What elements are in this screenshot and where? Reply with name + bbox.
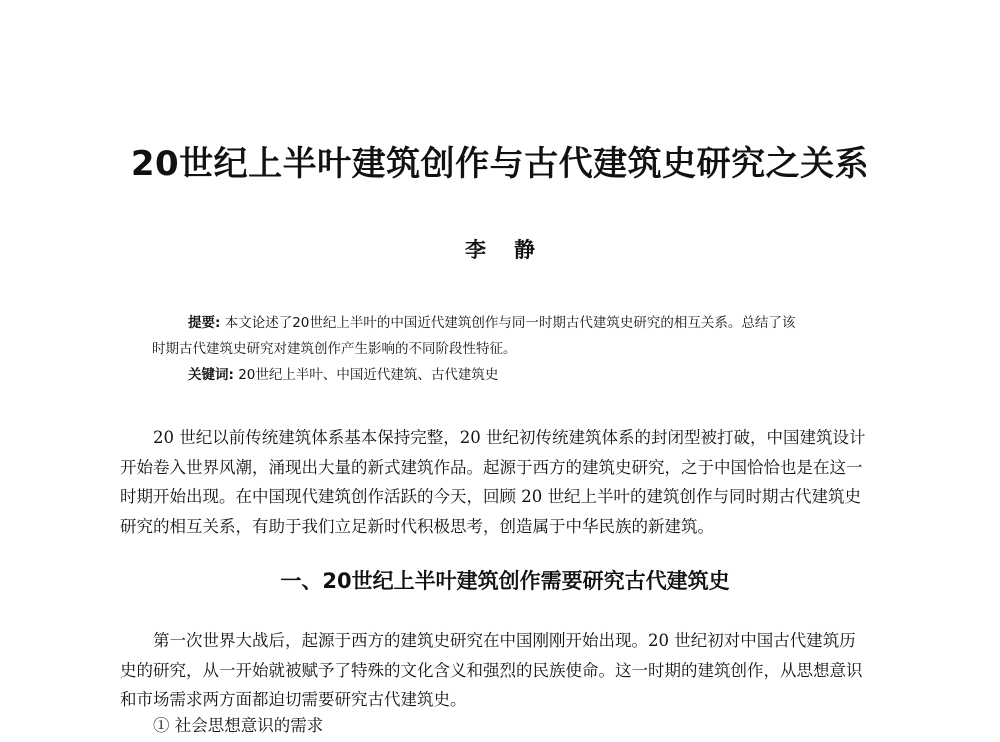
section-line-1: 第一次世界大战后，起源于西方的建筑史研究在中国刚刚开始出现。20 世纪初对中国古代建筑历 [153,631,856,650]
section-line-3: 和市场需求两方面都迫切需要研究古代建筑史。 [120,690,467,709]
author-family-name: 静 [514,238,535,262]
abstract-block [152,310,877,388]
abstract-line-1 [152,310,877,336]
keywords-text: 20世纪上半叶、中国近代建筑、古代建筑史 [238,367,499,383]
section-paragraph [120,626,912,715]
abstract-text-1: 本文论述了20世纪上半叶的中国近代建筑创作与同一时期古代建筑史研究的相互关系。总结了该 [224,315,796,331]
intro-line-3: 时期开始出现。在中国现代建筑创作活跃的今天，回顾 20 世纪上半叶的建筑创作与同时期古代建筑史 [120,487,861,506]
author-given-name: 李 [465,238,486,262]
subsection-item: ① 社会思想意识的需求 [153,716,324,735]
abstract-line-2 [152,336,877,362]
intro-line-2: 开始卷入世界风潮，涌现出大量的新式建筑作品。起源于西方的建筑史研究，之于中国恰恰也是在这一 [120,457,863,477]
abstract-text-2: 时期古代建筑史研究对建筑创作产生影响的不同阶段性特征。 [152,341,517,357]
article-title: 20世纪上半叶建筑创作与古代建筑史研究之关系 [130,144,870,184]
abstract-label: 提要: [188,315,221,331]
intro-paragraph [120,423,912,541]
section-heading: 一、20世纪上半叶建筑创作需要研究古代建筑史 [280,569,730,593]
section-line-2: 史的研究，从一开始就被赋予了特殊的文化含义和强烈的民族使命。这一时期的建筑创作，从思想意识 [120,660,863,680]
intro-line-1: 20 世纪以前传统建筑体系基本保持完整，20 世纪初传统建筑体系的封闭型被打破，中国建筑设计 [153,428,866,447]
keywords-label: 关键词: [188,367,234,383]
intro-line-4: 研究的相互关系，有助于我们立足新时代积极思考，创造属于中华民族的新建筑。 [120,516,714,536]
article-author [0,236,1000,264]
keywords-line [152,362,877,388]
